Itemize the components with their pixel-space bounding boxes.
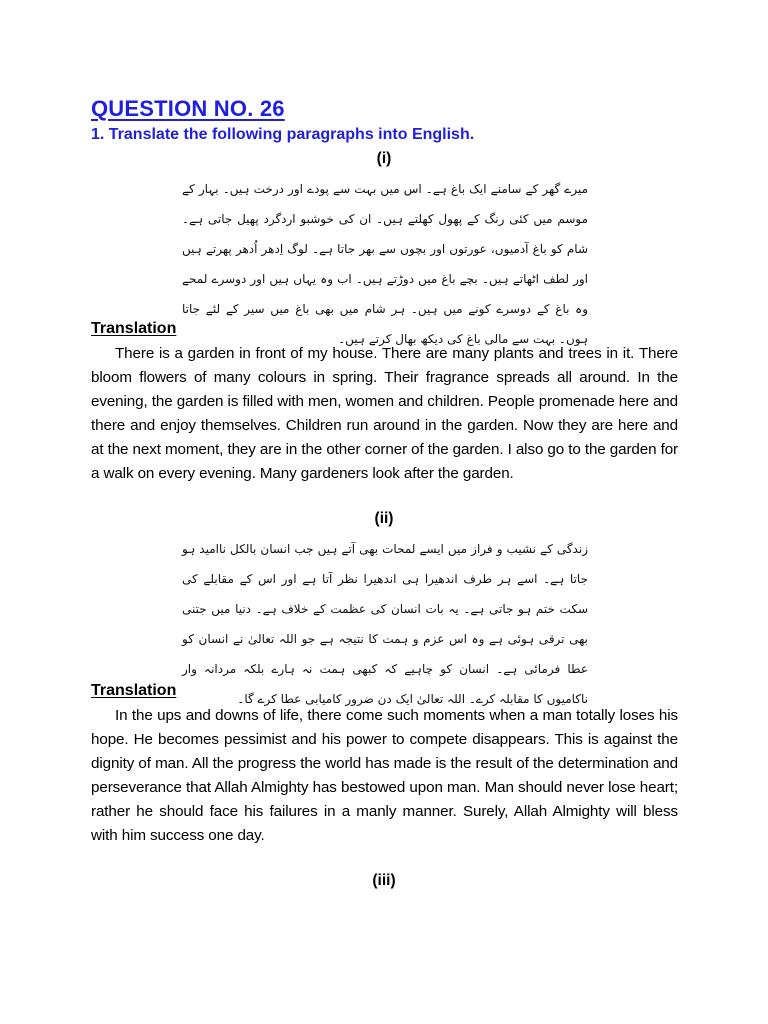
translation-label-ii: Translation <box>91 682 177 699</box>
passage-numeral-iii: (iii) <box>372 872 396 889</box>
instruction-text: 1. Translate the following paragraphs into English. <box>91 126 475 143</box>
translation-text-ii: In the ups and downs of life, there come such moments when a man totally loses his hope. He becomes pessimist and his power to compete disappears. This is against the dignity of man. All the progress the world has made is the result of the determination and perseverance that Allah Almighty has bestowed upon man. Man should never lose heart; rather he should face his failures in a manly manner. Surely, Allah Almighty will bless with him success one day. <box>91 707 678 844</box>
question-heading: QUESTION NO. 26 <box>91 96 285 121</box>
translation-label-i: Translation <box>91 320 177 337</box>
passage-numeral-i: (i) <box>376 150 392 167</box>
translation-text-i: There is a garden in front of my house. There are many plants and trees in it. There bloom flowers of many colours in spring. Their fragrance spreads all around. In the evening, the garden is filled with men, women and children. People promenade here and there and enjoy themselves. Children run around in the garden. Now they are here and at the next moment, they are in the other corner of the garden. I also go to the garden for a walk on every evening. Many gardeners look after the garden. <box>91 345 678 482</box>
urdu-passage-ii: زندگی کے نشیب و فراز میں ایسے لمحات بھی آتے ہیں جب انسان بالکل ناامید ہو جاتا ہے۔ اسے ہر طرف اندھیرا ہی اندھیرا نظر آتا ہے اور اس کے مقابلے کی سکت ختم ہو جاتی ہے۔ یہ بات انسان کی عظمت کے خلاف ہے۔ دنیا میں جتنی بھی ترقی ہوئی ہے وہ اس عزم و ہمت کا نتیجہ ہے جو اللہ تعالیٰ نے انسان کو عطا فرمائی ہے۔ انسان کو چاہیے کہ کبھی ہمت نہ ہارے بلکہ مردانہ وار ناکامیوں کا مقابلہ کرے۔ اللہ تعالیٰ ایک دن ضرور کامیابی عطا کرے گا۔ <box>182 542 588 706</box>
passage-numeral-ii: (ii) <box>374 510 394 527</box>
urdu-passage-i: میرے گھر کے سامنے ایک باغ ہے۔ اس میں بہت سے پودے اور درخت ہیں۔ بہار کے موسم میں کئی رنگ کے پھول کھلتے ہیں۔ ان کی خوشبو اردگرد پھیل جاتی ہے۔ شام کو باغ آدمیوں، عورتوں اور بچوں سے بھر جاتا ہے۔ لوگ اِدھر اُدھر پھرتے ہیں اور لطف اٹھاتے ہیں۔ بچے باغ میں دوڑتے ہیں۔ اب وہ یہاں ہیں اور دوسرے لمحے وہ باغ کے دوسرے کونے میں ہیں۔ ہر شام میں بھی باغ میں سیر کے لئے جاتا ہوں۔ بہت سے مالی باغ کی دیکھ بھال کرتے ہیں۔ <box>182 182 588 346</box>
